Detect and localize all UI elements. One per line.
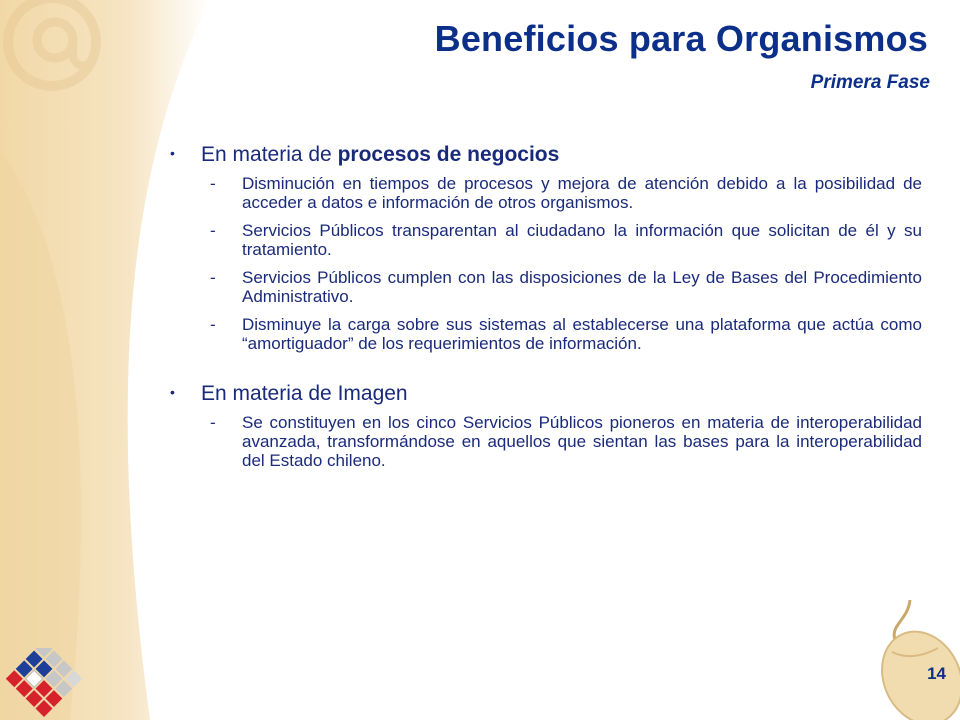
list-item-text: Disminuye la carga sobre sus sistemas al establecerse una plataforma que actúa como “amortiguador” de los requerimientos de información. <box>242 315 922 353</box>
list-item <box>170 315 922 353</box>
section-imagen <box>170 381 922 470</box>
computer-mouse-icon <box>850 600 960 720</box>
list-item <box>170 268 922 306</box>
list-item <box>170 174 922 212</box>
slide-content <box>170 142 922 479</box>
list-item-text: Se constituyen en los cinco Servicios Públicos pioneros en materia de interoperabilidad avanzada, transformándose en aquellos que sientan las bases para la interoperabilidad del Estado chileno. <box>242 413 922 470</box>
slide-subtitle: Primera Fase <box>810 72 930 93</box>
dash-marker: - <box>210 315 216 334</box>
dash-marker: - <box>210 221 216 240</box>
dash-marker: - <box>210 413 216 432</box>
page-number: 14 <box>927 664 946 683</box>
list-item-text: Servicios Públicos cumplen con las disposiciones de la Ley de Bases del Procedimiento Administrativo. <box>242 268 922 306</box>
bullet-procesos <box>170 142 922 168</box>
bullet-dot: • <box>170 145 175 161</box>
dash-marker: - <box>210 174 216 193</box>
bullet-lead-text: En materia de <box>201 143 338 166</box>
list-item <box>170 413 922 470</box>
list-item <box>170 221 922 259</box>
subitems-imagen <box>170 413 922 470</box>
list-item-text: Servicios Públicos transparentan al ciudadano la información que solicitan de él y su tratamiento. <box>242 221 922 259</box>
list-item-text: Disminución en tiempos de procesos y mejora de atención debido a la posibilidad de acceder a datos e información de otros organismos. <box>242 174 922 212</box>
dash-marker: - <box>210 268 216 287</box>
gobierno-logo <box>2 648 86 718</box>
subitems-procesos <box>170 174 922 353</box>
bullet-dot: • <box>170 384 175 400</box>
bullet-lead-strong: procesos de negocios <box>337 143 560 166</box>
section-procesos <box>170 142 922 353</box>
bullet-lead-text: En materia de Imagen <box>201 382 408 405</box>
bullet-imagen <box>170 381 922 407</box>
slide-title: Beneficios para Organismos <box>434 18 928 59</box>
